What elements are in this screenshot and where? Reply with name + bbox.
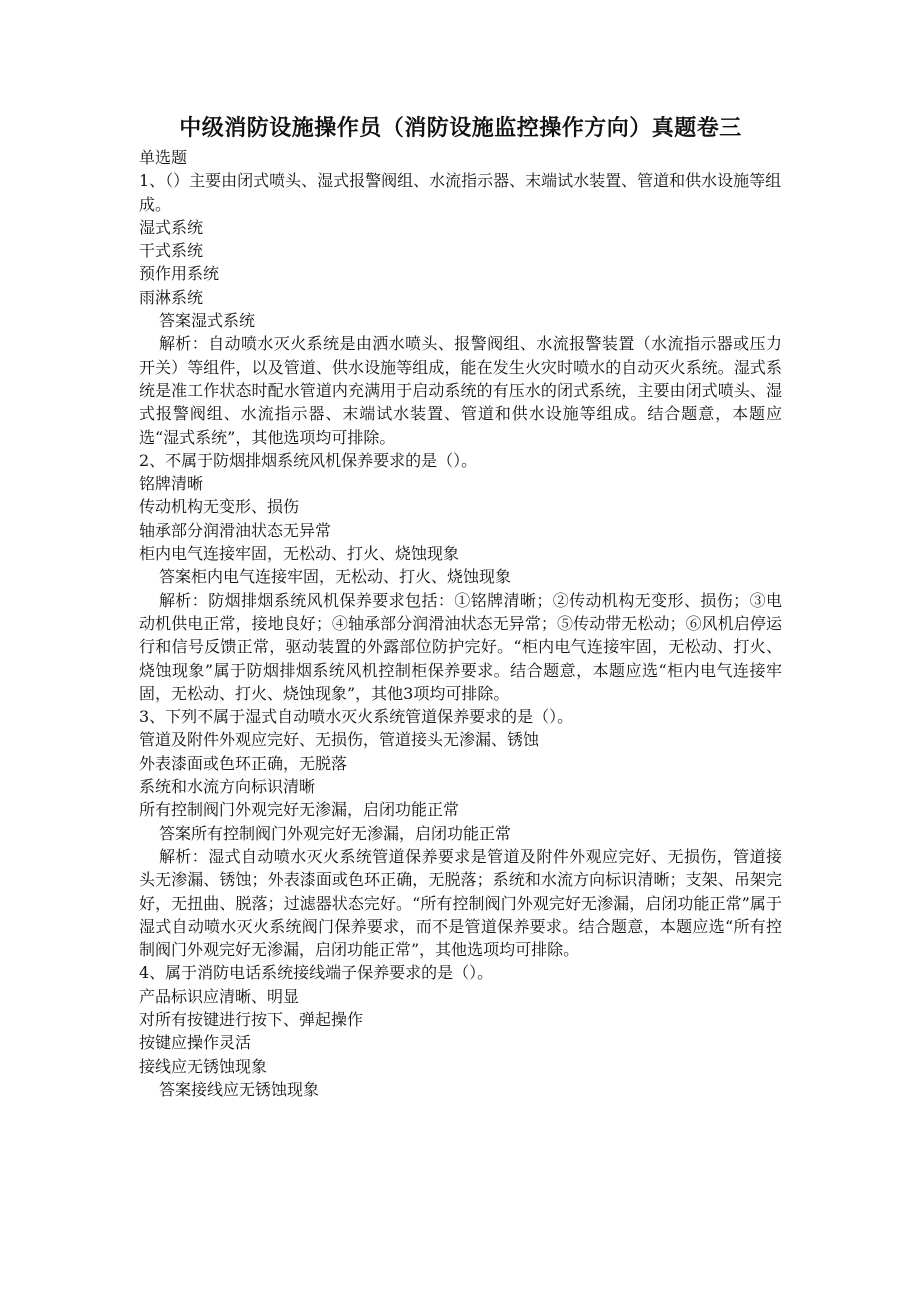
- analysis: 解析：自动喷水灭火系统是由洒水喷头、报警阀组、水流报警装置（水流指示器或压力开关）等组件，以及管道、供水设施等组成，能在发生火灾时喷水的自动灭火系统。湿式系统是准工作状态时配水管道内充满用于启动系统的有压水的闭式系统，主要由闭式喷头、湿式报警阀组、水流指示器、末端试水装置、管道和供水设施等组成。结合题意，本题应选“湿式系统”，其他选项均可排除。: [139, 334, 782, 447]
- answer: 答案所有控制阀门外观完好无渗漏，启闭功能正常: [159, 823, 512, 843]
- question-stem: 3、下列不属于湿式自动喷水灭火系统管道保养要求的是（）。: [139, 707, 574, 727]
- option: 干式系统: [139, 241, 204, 261]
- option: 按键应操作灵活: [139, 1033, 252, 1053]
- analysis: 解析：湿式自动喷水灭火系统管道保养要求是管道及附件外观应完好、无损伤，管道接头无渗漏、锈蚀；外表漆面或色环正确，无脱落；系统和水流方向标识清晰；支架、吊架完好，无扭曲、脱落；过滤器状态完好。“所有控制阀门外观完好无渗漏，启闭功能正常”属于湿式自动喷水灭火系统阀门保养要求，而不是管道保养要求。结合题意，本题应选“所有控制阀门外观完好无渗漏，启闭功能正常”，其他选项均可排除。: [139, 846, 782, 960]
- option: 外表漆面或色环正确，无脱落: [139, 753, 348, 773]
- option: 管道及附件外观应完好、无损伤，管道接头无渗漏、锈蚀: [139, 730, 540, 750]
- option: 柜内电气连接牢固，无松动、打火、烧蚀现象: [139, 544, 460, 564]
- answer: 答案柜内电气连接牢固，无松动、打火、烧蚀现象: [159, 567, 512, 587]
- question-stem: 4、属于消防电话系统接线端子保养要求的是（）。: [139, 963, 494, 983]
- question-1: [139, 169, 782, 449]
- question-stem: 1、（）主要由闭式喷头、湿式报警阀组、水流指示器、末端试水装置、管道和供水设施等组成。: [139, 171, 782, 214]
- answer: 答案接线应无锈蚀现象: [159, 1079, 320, 1099]
- option: 对所有按键进行按下、弹起操作: [139, 1009, 364, 1029]
- option: 预作用系统: [139, 264, 220, 284]
- option: 传动机构无变形、损伤: [139, 497, 300, 517]
- question-2: [139, 449, 782, 705]
- option: 接线应无锈蚀现象: [139, 1056, 268, 1076]
- question-stem: 2、不属于防烟排烟系统风机保养要求的是（）。: [139, 450, 478, 470]
- option: 轴承部分润滑油状态无异常: [139, 520, 332, 540]
- answer: 答案湿式系统: [159, 311, 256, 331]
- question-3: [139, 705, 782, 961]
- option: 产品标识应清晰、明显: [139, 986, 300, 1006]
- option: 系统和水流方向标识清晰: [139, 777, 316, 797]
- question-4: [139, 961, 782, 1101]
- analysis: 解析：防烟排烟系统风机保养要求包括：①铭牌清晰；②传动机构无变形、损伤；③电动机供电正常，接地良好；④轴承部分润滑油状态无异常；⑤传动带无松动；⑥风机启停运行和信号反馈正常，驱动装置的外露部位防护完好。“柜内电气连接牢固，无松动、打火、烧蚀现象”属于防烟排烟系统风机控制柜保养要求。结合题意，本题应选“柜内电气连接牢固，无松动、打火、烧蚀现象”，其他3项均可排除。: [139, 590, 782, 703]
- option: 铭牌清晰: [139, 474, 204, 494]
- document-page: [139, 112, 782, 1101]
- document-title: 中级消防设施操作员（消防设施监控操作方向）真题卷三: [179, 116, 742, 141]
- section-heading: 单选题: [139, 148, 188, 167]
- option: 湿式系统: [139, 217, 204, 237]
- option: 雨淋系统: [139, 287, 204, 307]
- option: 所有控制阀门外观完好无渗漏，启闭功能正常: [139, 800, 460, 820]
